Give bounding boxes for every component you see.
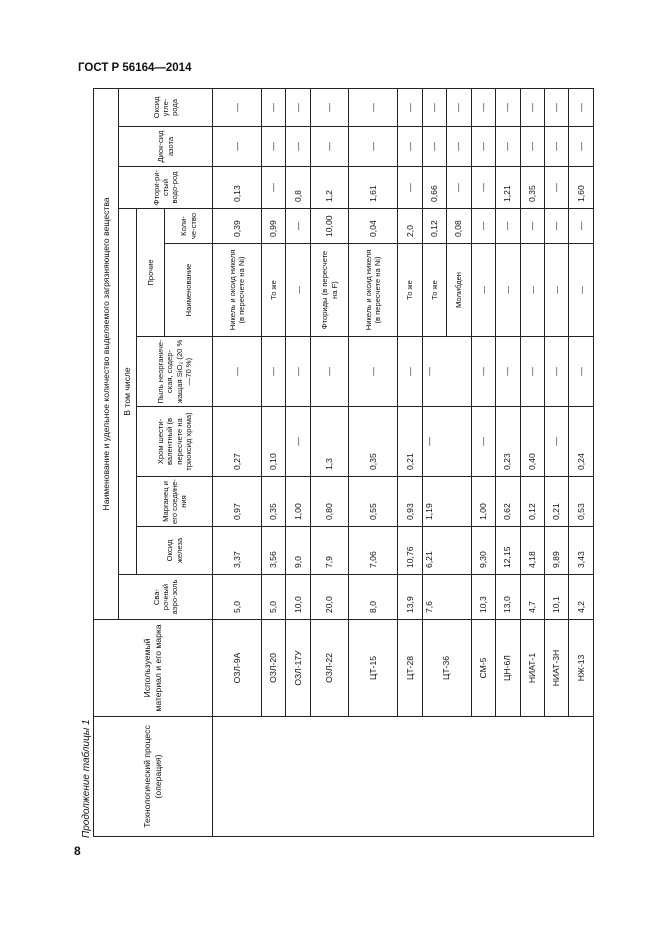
document-header: ГОСТ Р 56164—2014 — [78, 62, 192, 74]
chromium-cell: 0,35 — [349, 407, 398, 477]
other-qty-cell: — — [496, 209, 520, 244]
manganese-cell: 0,12 — [520, 477, 544, 527]
material-cell: ОЗЛ-22 — [310, 620, 348, 717]
manganese-cell: 0,62 — [496, 477, 520, 527]
material-cell: ОЗЛ-20 — [261, 620, 285, 717]
header-co: Оксид угле-рода — [119, 88, 213, 126]
header-material: Используемый материал и его марка — [94, 620, 213, 717]
co-cell: — — [310, 88, 348, 126]
aerosol-cell: 4,7 — [520, 575, 544, 620]
rotated-table-container — [93, 89, 594, 837]
header-chromium: Хром шести-валентный (в пересчете на триоксид хрома) — [137, 407, 213, 477]
hf-cell: — — [447, 167, 471, 209]
header-dust: Пыль неорганиче-ская, содер-жащая SiO₂ (20 %—70 %) — [137, 337, 213, 407]
no2-cell: — — [310, 127, 348, 167]
material-cell: ЦТ-28 — [398, 620, 422, 717]
iron-cell: 9,30 — [471, 527, 495, 575]
aerosol-cell: 13,0 — [496, 575, 520, 620]
aerosol-cell: 5,0 — [213, 575, 262, 620]
hf-cell: — — [398, 167, 422, 209]
header-other: Прочие — [137, 209, 165, 337]
chromium-cell: — — [544, 407, 568, 477]
hf-cell: 1,61 — [349, 167, 398, 209]
iron-cell: 9,89 — [544, 527, 568, 575]
hf-cell: 0,8 — [286, 167, 310, 209]
header-iron-oxide: Оксид железа — [137, 527, 213, 575]
manganese-cell: 1,19 — [422, 477, 471, 527]
emissions-table — [93, 88, 594, 837]
header-process: Технологический процесс (операция) — [94, 717, 213, 837]
aerosol-cell: 7,6 — [422, 575, 471, 620]
co-cell: — — [213, 88, 262, 126]
other-qty-cell: 10,00 — [310, 209, 348, 244]
manganese-cell: 1,00 — [471, 477, 495, 527]
manganese-cell: 0,97 — [213, 477, 262, 527]
iron-cell: 7,06 — [349, 527, 398, 575]
header-other-name: Наименование — [165, 244, 213, 337]
co-cell: — — [544, 88, 568, 126]
other-name-cell: То же — [261, 244, 285, 337]
co-cell: — — [286, 88, 310, 126]
co-cell: — — [496, 88, 520, 126]
other-name-cell: Фториды (в пересчете на F) — [310, 244, 348, 337]
co-cell: — — [398, 88, 422, 126]
other-name-cell: — — [544, 244, 568, 337]
material-cell: НИАТ-3Н — [544, 620, 568, 717]
material-cell: ОЗЛ-9А — [213, 620, 262, 717]
no2-cell: — — [422, 127, 446, 167]
hf-cell: 0,35 — [520, 167, 544, 209]
other-qty-cell: 0,39 — [213, 209, 262, 244]
aerosol-cell: 13,9 — [398, 575, 422, 620]
dust-cell: — — [471, 337, 495, 407]
chromium-cell: — — [422, 407, 471, 477]
iron-cell: 7,9 — [310, 527, 348, 575]
iron-cell: 6,21 — [422, 527, 471, 575]
other-qty-cell: — — [569, 209, 594, 244]
table-row — [213, 88, 262, 836]
manganese-cell: 0,93 — [398, 477, 422, 527]
header-main-group: Наименование и удельное количество выделяемого загрязняющего вещества — [94, 88, 119, 619]
aerosol-cell: 8,0 — [349, 575, 398, 620]
iron-cell: 10,76 — [398, 527, 422, 575]
other-qty-cell: 0,08 — [447, 209, 471, 244]
co-cell: — — [520, 88, 544, 126]
page-number: 8 — [74, 844, 81, 858]
header-other-qty: Коли-че-ство — [165, 209, 213, 244]
material-cell: ЦН-6Л — [496, 620, 520, 717]
other-qty-cell: 0,04 — [349, 209, 398, 244]
co-cell: — — [349, 88, 398, 126]
hf-cell: 0,66 — [422, 167, 446, 209]
other-qty-cell: — — [544, 209, 568, 244]
aerosol-cell: 10,1 — [544, 575, 568, 620]
other-qty-cell: 0,12 — [422, 209, 446, 244]
other-qty-cell: — — [286, 209, 310, 244]
no2-cell: — — [213, 127, 262, 167]
other-qty-cell: — — [520, 209, 544, 244]
hf-cell: 1,21 — [496, 167, 520, 209]
hf-cell: — — [471, 167, 495, 209]
other-name-cell: — — [471, 244, 495, 337]
dust-cell: — — [398, 337, 422, 407]
material-cell: НЖ-13 — [569, 620, 594, 717]
header-no2: Диок-сид азота — [119, 127, 213, 167]
chromium-cell: 1,3 — [310, 407, 348, 477]
dust-cell: — — [286, 337, 310, 407]
header-incl: В том числе — [119, 209, 137, 575]
hf-cell: 1,60 — [569, 167, 594, 209]
header-aerosol: Сва-рочный аэро-золь — [119, 575, 213, 620]
manganese-cell: 0,80 — [310, 477, 348, 527]
no2-cell: — — [261, 127, 285, 167]
other-name-cell: Никель и оксид никеля (в пересчете на Ni) — [213, 244, 262, 337]
chromium-cell: 0,27 — [213, 407, 262, 477]
manganese-cell: 0,21 — [544, 477, 568, 527]
co-cell: — — [471, 88, 495, 126]
chromium-cell: — — [471, 407, 495, 477]
dust-cell: — — [569, 337, 594, 407]
aerosol-cell: 4,2 — [569, 575, 594, 620]
other-name-cell: — — [496, 244, 520, 337]
iron-cell: 3,56 — [261, 527, 285, 575]
other-name-cell: — — [520, 244, 544, 337]
manganese-cell: 0,53 — [569, 477, 594, 527]
other-qty-cell: 2,0 — [398, 209, 422, 244]
hf-cell: — — [544, 167, 568, 209]
iron-cell: 12,15 — [496, 527, 520, 575]
other-name-cell: — — [569, 244, 594, 337]
other-qty-cell: — — [471, 209, 495, 244]
material-cell: НИАТ-1 — [520, 620, 544, 717]
other-name-cell: — — [286, 244, 310, 337]
hf-cell: — — [261, 167, 285, 209]
other-name-cell: То же — [422, 244, 446, 337]
hf-cell: 0,13 — [213, 167, 262, 209]
no2-cell: — — [569, 127, 594, 167]
chromium-cell: 0,10 — [261, 407, 285, 477]
no2-cell: — — [544, 127, 568, 167]
manganese-cell: 0,55 — [349, 477, 398, 527]
material-cell: ЦТ-36 — [422, 620, 471, 717]
chromium-cell: 0,24 — [569, 407, 594, 477]
aerosol-cell: 10,3 — [471, 575, 495, 620]
dust-cell: — — [310, 337, 348, 407]
other-name-cell: Молибден — [447, 244, 471, 337]
manganese-cell: 0,35 — [261, 477, 285, 527]
no2-cell: — — [520, 127, 544, 167]
other-name-cell: Никель и оксид никеля (в пересчете на Ni) — [349, 244, 398, 337]
header-manganese: Марганец и его соедине-ния — [137, 477, 213, 527]
dust-cell: — — [520, 337, 544, 407]
iron-cell: 9,0 — [286, 527, 310, 575]
aerosol-cell: 20,0 — [310, 575, 348, 620]
dust-cell: — — [349, 337, 398, 407]
process-cell — [213, 717, 594, 837]
no2-cell: — — [286, 127, 310, 167]
manganese-cell: 1,00 — [286, 477, 310, 527]
aerosol-cell: 10,0 — [286, 575, 310, 620]
no2-cell: — — [496, 127, 520, 167]
co-cell: — — [422, 88, 446, 126]
dust-cell: — — [544, 337, 568, 407]
header-hf: Фтори-ри-стый водо-род — [119, 167, 213, 209]
material-cell: ЦТ-15 — [349, 620, 398, 717]
iron-cell: 3,37 — [213, 527, 262, 575]
material-cell: ОЗЛ-17У — [286, 620, 310, 717]
dust-cell: — — [496, 337, 520, 407]
iron-cell: 3,43 — [569, 527, 594, 575]
no2-cell: — — [398, 127, 422, 167]
no2-cell: — — [349, 127, 398, 167]
dust-cell: — — [422, 337, 471, 407]
iron-cell: 4,18 — [520, 527, 544, 575]
no2-cell: — — [447, 127, 471, 167]
chromium-cell: 0,21 — [398, 407, 422, 477]
chromium-cell: 0,40 — [520, 407, 544, 477]
dust-cell: — — [213, 337, 262, 407]
co-cell: — — [447, 88, 471, 126]
table-caption: Продолжение таблицы 1 — [81, 719, 92, 838]
other-qty-cell: 0,99 — [261, 209, 285, 244]
co-cell: — — [569, 88, 594, 126]
chromium-cell: 0,23 — [496, 407, 520, 477]
hf-cell: 1,2 — [310, 167, 348, 209]
no2-cell: — — [471, 127, 495, 167]
other-name-cell: То же — [398, 244, 422, 337]
dust-cell: — — [261, 337, 285, 407]
chromium-cell: — — [286, 407, 310, 477]
co-cell: — — [261, 88, 285, 126]
material-cell: СМ-5 — [471, 620, 495, 717]
aerosol-cell: 5,0 — [261, 575, 285, 620]
